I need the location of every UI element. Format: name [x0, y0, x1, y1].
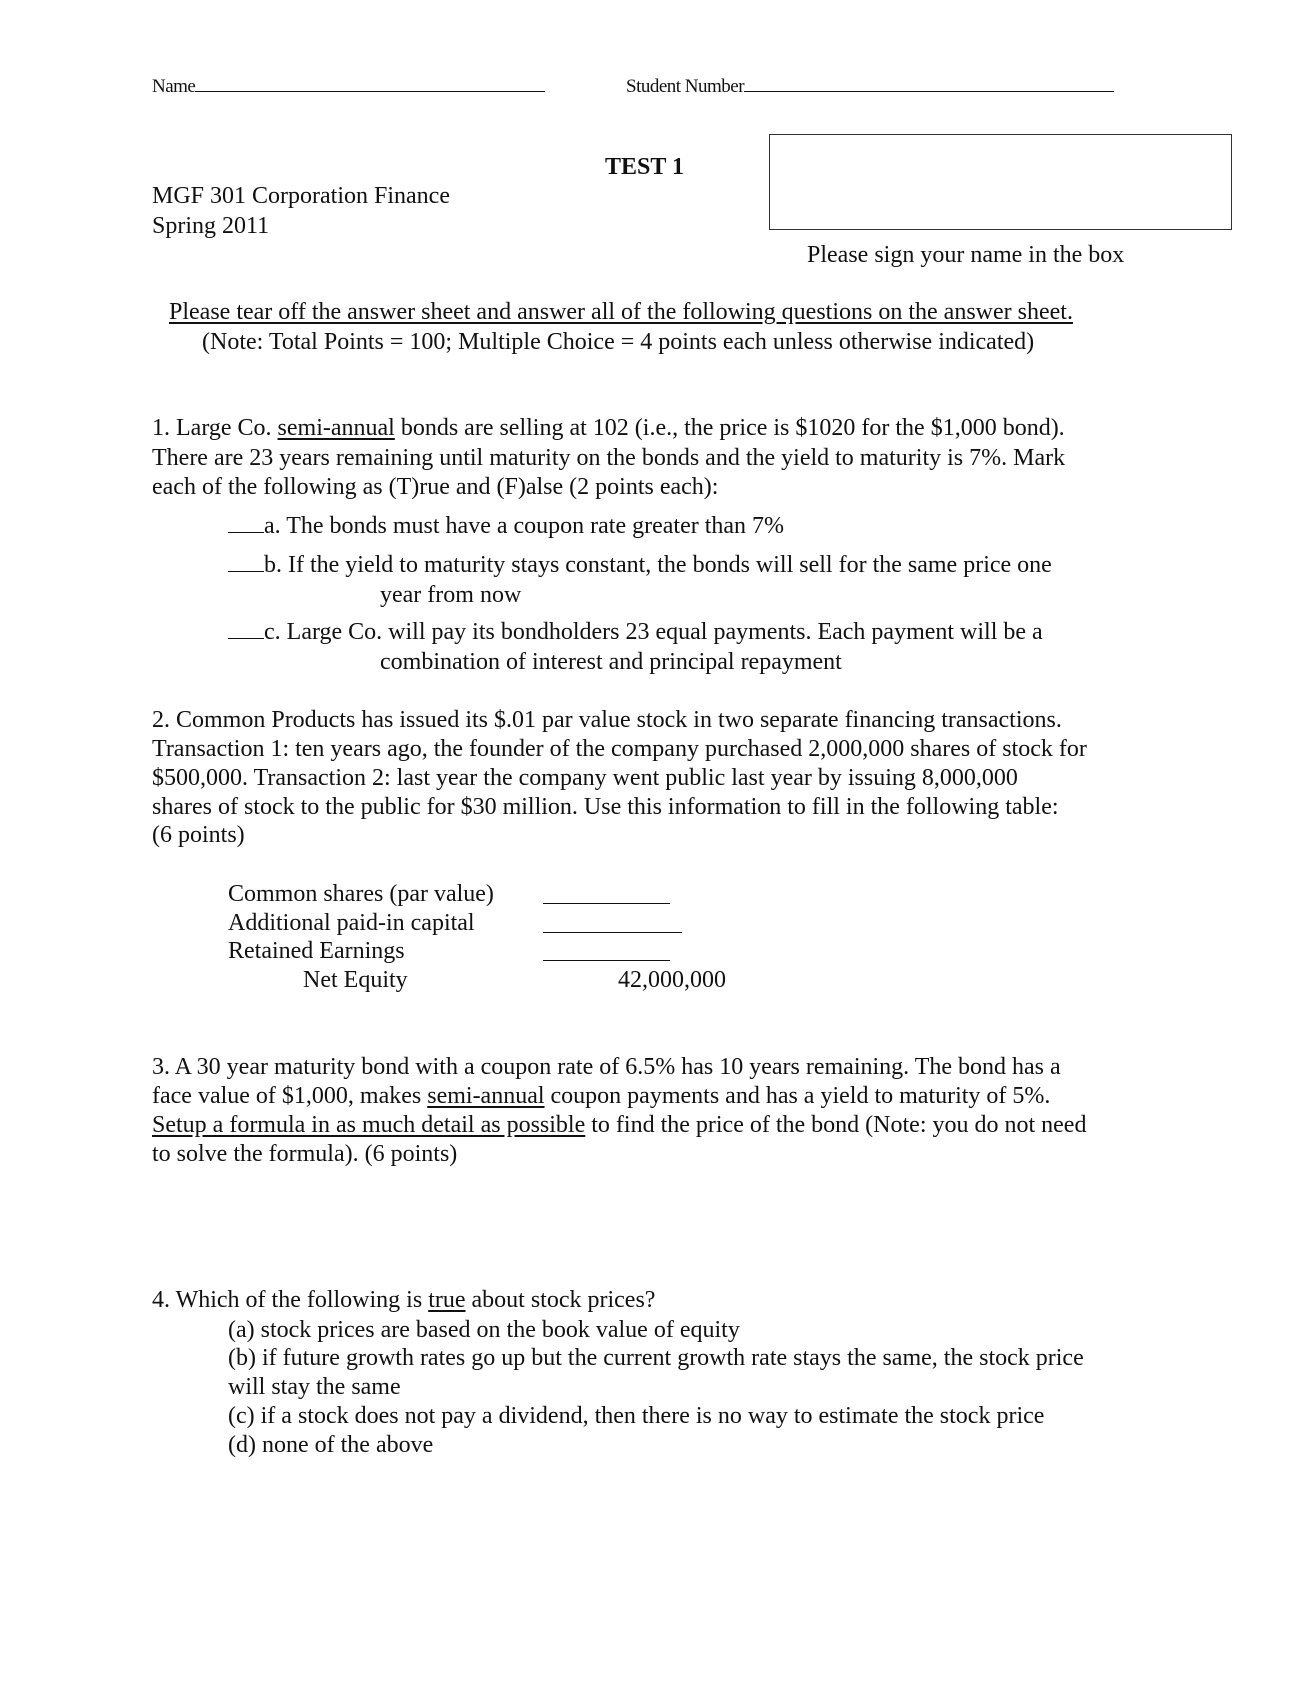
q1-line2: There are 23 years remaining until maturity on the bonds and the yield to maturity is 7%. Mark	[152, 445, 1066, 471]
q1-a-answer-line[interactable]	[228, 531, 264, 533]
q1-line1: 1. Large Co. semi-annual bonds are selling at 102 (i.e., the price is $1020 for the $1,000 bond).	[152, 415, 1065, 441]
q2-line1: 2. Common Products has issued its $.01 par value stock in two separate financing transactions.	[152, 707, 1062, 733]
q1-option-c: c. Large Co. will pay its bondholders 23 equal payments. Each payment will be a	[228, 617, 1043, 647]
q2-row-net-equity: Net Equity	[303, 967, 408, 993]
q3-line4: to solve the formula). (6 points)	[152, 1141, 458, 1167]
q2-line4: shares of stock to the public for $30 million. Use this information to fill in the following table:	[152, 794, 1059, 820]
sign-note: Please sign your name in the box	[807, 242, 1125, 268]
q3-line2: face value of $1,000, makes semi-annual coupon payments and has a yield to maturity of 5%.	[152, 1083, 1051, 1109]
q2-net-equity-value: 42,000,000	[618, 967, 726, 993]
q2-line3: $500,000. Transaction 2: last year the company went public last year by issuing 8,000,000	[152, 765, 1018, 791]
q2-line2: Transaction 1: ten years ago, the founder of the company purchased 2,000,000 shares of stock for	[152, 736, 1087, 762]
q1-option-b: b. If the yield to maturity stays constant, the bonds will sell for the same price one	[228, 550, 1052, 580]
q4-option-b-cont: will stay the same	[228, 1374, 401, 1400]
test-title: TEST 1	[605, 154, 684, 180]
term: Spring 2011	[152, 213, 270, 239]
signature-box[interactable]	[769, 134, 1232, 230]
q4-option-a[interactable]: (a) stock prices are based on the book value of equity	[228, 1317, 740, 1343]
student-number-line[interactable]	[744, 90, 1114, 92]
q4-option-b[interactable]: (b) if future growth rates go up but the current growth rate stays the same, the stock price	[228, 1345, 1084, 1371]
q4-option-d[interactable]: (d) none of the above	[228, 1432, 434, 1458]
q2-row-retained-earnings: Retained Earnings	[228, 938, 405, 964]
q2-row-common-shares: Common shares (par value)	[228, 881, 494, 907]
q2-row-apic: Additional paid-in capital	[228, 910, 475, 936]
course-name: MGF 301 Corporation Finance	[152, 183, 450, 209]
q1-c-answer-line[interactable]	[228, 637, 264, 639]
q3-line1: 3. A 30 year maturity bond with a coupon rate of 6.5% has 10 years remaining. The bond has a	[152, 1054, 1061, 1080]
q4-option-c[interactable]: (c) if a stock does not pay a dividend, then there is no way to estimate the stock price	[228, 1403, 1045, 1429]
q1-line3: each of the following as (T)rue and (F)alse (2 points each):	[152, 474, 719, 500]
q1-option-b-cont: year from now	[380, 582, 522, 608]
q2-apic-line[interactable]	[543, 932, 682, 933]
q3-line3: Setup a formula in as much detail as possible to find the price of the bond (Note: you do not need	[152, 1112, 1087, 1138]
q4-question: 4. Which of the following is true about stock prices?	[152, 1287, 656, 1313]
q2-line5: (6 points)	[152, 822, 245, 848]
instructions-line2: (Note: Total Points = 100; Multiple Choice = 4 points each unless otherwise indicated)	[202, 329, 1035, 355]
q1-b-answer-line[interactable]	[228, 570, 264, 572]
q1-option-c-cont: combination of interest and principal repayment	[380, 649, 842, 675]
name-line[interactable]	[195, 90, 545, 92]
student-number-label: Student Number	[626, 76, 1114, 98]
q2-retained-earnings-line[interactable]	[543, 960, 670, 961]
q1-option-a: a. The bonds must have a coupon rate greater than 7%	[228, 511, 784, 541]
instructions-line1: Please tear off the answer sheet and answer all of the following questions on the answer sheet.	[169, 299, 1073, 325]
q2-common-shares-line[interactable]	[543, 903, 670, 904]
name-label: Name	[152, 76, 545, 98]
